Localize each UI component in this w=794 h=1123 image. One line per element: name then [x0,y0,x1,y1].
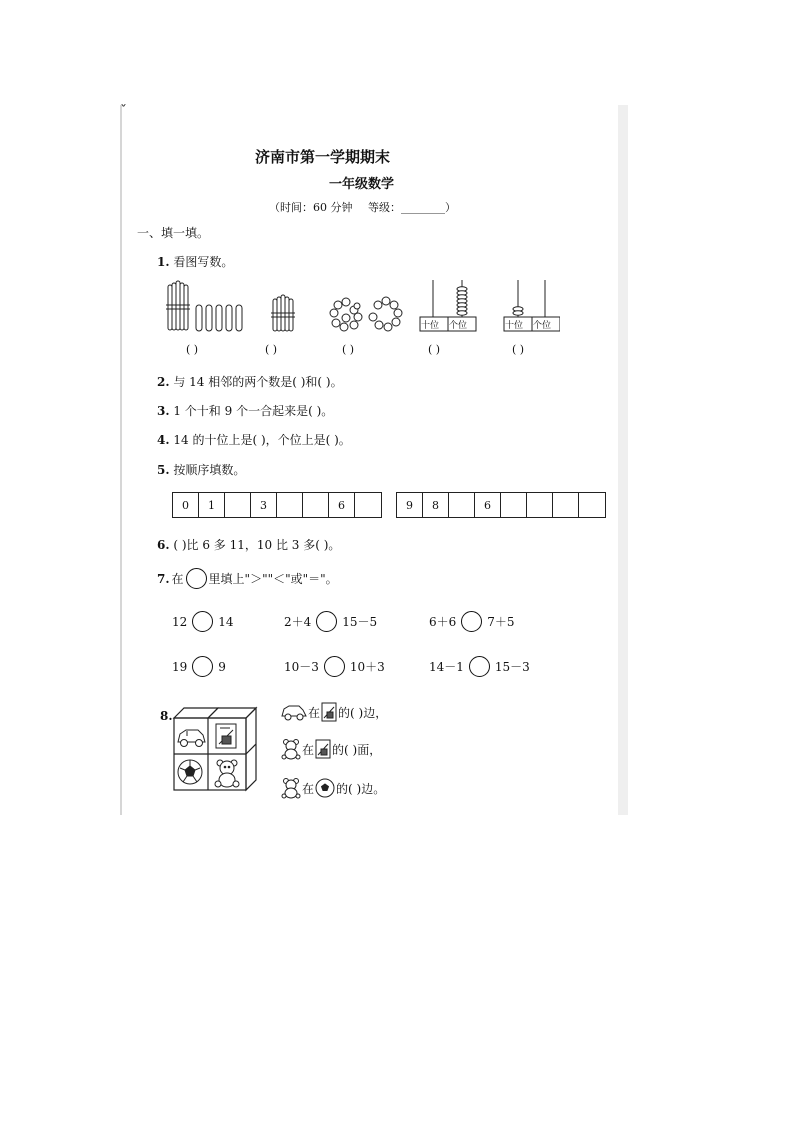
grid-a-cell: 1 [199,493,225,517]
compare-circle[interactable] [192,656,213,677]
teddy-bear-icon [215,760,239,787]
compare-left: 12 [172,614,188,629]
grid-b-cell[interactable] [579,493,605,517]
compare-item [284,611,377,632]
compare-item [172,611,234,632]
q8-line-1-mid: 在 [308,705,321,720]
grid-b-cell[interactable] [527,493,553,517]
compare-right: 10＋3 [349,660,385,674]
q1-text: 看图写数。 [173,255,234,269]
exam-time: （时间：60 分钟 [269,201,353,214]
q1-answer-2[interactable]: ( ) [265,343,278,356]
q7-number: 7. [157,571,170,586]
grid-b-cell[interactable] [553,493,579,517]
sequence-grid-b [396,492,606,518]
compare-left: 19 [172,659,188,674]
compare-item [429,611,515,632]
paper-edge-left [120,105,122,815]
bead-ring-icon [369,297,402,331]
q4-number: 4. [157,433,170,447]
grid-a-cell: 0 [173,493,199,517]
stick-bundle-icon [271,295,295,331]
q6-number: 6. [157,538,170,552]
book-icon [314,738,332,760]
q5 [157,461,245,478]
q1-answer-4[interactable]: ( ) [428,343,441,356]
abacus2-tens-label: 十位 [505,321,524,331]
q8-line-2 [280,738,381,760]
compare-circle[interactable] [469,656,490,677]
stick-bundle-icon [166,281,190,330]
grid-a-cell: 6 [329,493,355,517]
soccer-ball-icon [178,760,202,784]
q2 [157,373,343,390]
q1-answer-1[interactable]: ( ) [186,343,199,356]
grid-b-cell: 9 [397,493,423,517]
exam-title: 济南市第一学期期末 [255,148,391,166]
q7 [157,568,338,589]
compare-left: 2＋4 [284,615,312,629]
book-icon [320,701,338,723]
compare-left: 6＋6 [429,615,457,629]
q2-number: 2. [157,375,170,389]
teddy-bear-icon [280,738,302,760]
compare-right: 14 [218,614,234,629]
q1-answer-3[interactable]: ( ) [342,343,355,356]
compare-right: 9 [218,659,226,674]
object-grid [172,706,262,792]
car-icon [280,702,308,722]
q1-answer-5[interactable]: ( ) [512,343,525,356]
section-label: 一、填一填。 [137,226,210,240]
q1 [157,253,233,270]
grid-a-cell[interactable] [225,493,251,517]
sequence-grid-a [172,492,382,518]
abacus1-ones-label: 个位 [449,321,468,331]
q8-line-3-mid: 在 [302,781,315,796]
compare-left: 14－1 [429,660,464,674]
compare-right: 15－3 [494,660,530,674]
q5-text: 按顺序填数。 [173,463,246,477]
q8-line-3 [280,777,385,799]
book-icon [216,724,236,748]
q4 [157,431,351,448]
q2-text: 与 14 相邻的两个数是( )和( )。 [173,375,343,389]
q6 [157,536,340,553]
q7-text-before: 在 [171,572,184,586]
grid-b-cell: 8 [423,493,449,517]
grid-b-cell: 6 [475,493,501,517]
compare-right: 7＋5 [487,615,515,629]
compare-circle[interactable] [461,611,482,632]
q8-line-3-end: 的( )边。 [336,781,386,796]
abacus2-ones-label: 个位 [533,321,552,331]
q8-number: 8. [160,709,173,723]
q8-line-2-mid: 在 [302,742,315,757]
compare-item [429,656,530,677]
soccer-ball-icon [314,777,336,799]
abacus1-tens-label: 十位 [421,321,440,331]
compare-circle[interactable] [316,611,337,632]
compare-circle[interactable] [192,611,213,632]
exam-grade: 等级：________） [368,201,456,214]
grid-b-cell[interactable] [501,493,527,517]
q4-text: 14 的十位上是( )，个位上是( )。 [173,433,351,447]
q6-text: ( )比 6 多 11，10 比 3 多( )。 [173,538,341,552]
grid-a-cell[interactable] [303,493,329,517]
q5-number: 5. [157,463,170,477]
grid-b-cell[interactable] [449,493,475,517]
bead-ring-icon [330,298,362,331]
compare-item [284,656,385,677]
q8-line-2-end: 的( )面， [332,742,382,757]
q3-number: 3. [157,404,170,418]
compare-left: 10－3 [284,660,319,674]
q8-line-1-end: 的( )边， [338,705,388,720]
q8-line-1 [280,701,387,723]
compare-item [172,656,226,677]
teddy-bear-icon [280,777,302,799]
q7-text-after: 里填上"＞""＜"或"＝"。 [208,572,338,586]
grid-a-cell[interactable] [277,493,303,517]
corner-mark: ˇ [120,103,127,119]
compare-circle[interactable] [324,656,345,677]
single-sticks-icon [196,305,242,331]
compare-right: 15－5 [342,615,378,629]
q1-number: 1. [157,255,170,269]
circle-icon [186,568,207,589]
q3-text: 1 个十和 9 个一合起来是( )。 [173,404,334,418]
grid-a-cell: 3 [251,493,277,517]
car-icon [178,730,205,747]
exam-subtitle: 一年级数学 [329,177,395,192]
grid-a-cell[interactable] [355,493,381,517]
q1-figures [160,275,560,337]
q3 [157,402,333,419]
paper-edge-right [618,105,628,815]
